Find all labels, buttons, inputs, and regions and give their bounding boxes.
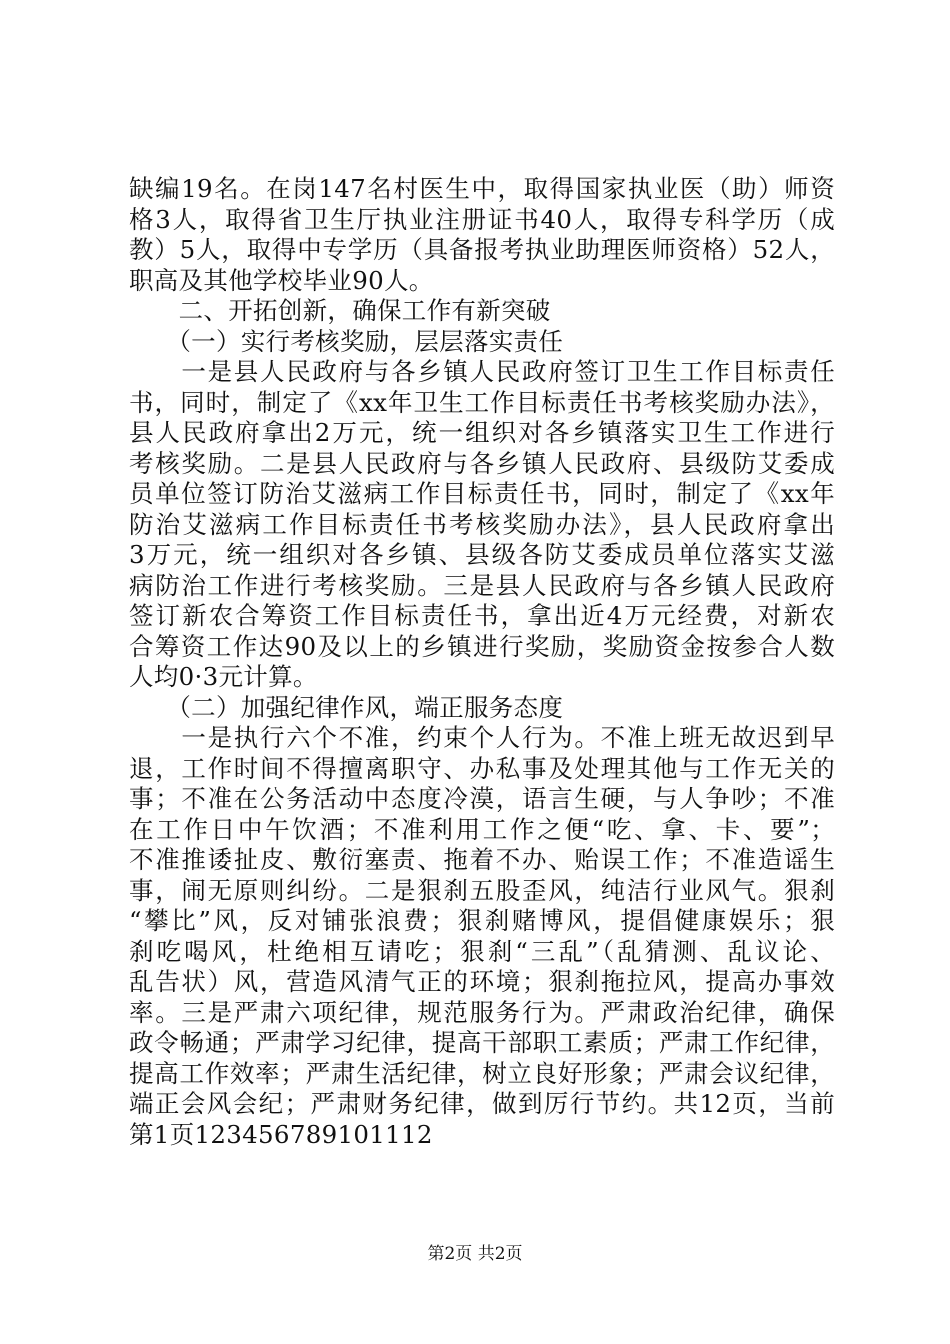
text-line: 格3人，取得省卫生厅执业注册证书40人，取得专科学历（成: [129, 204, 835, 234]
text-line: 防治艾滋病工作目标责任书考核奖励办法》，县人民政府拿出: [129, 509, 835, 539]
text-line: 二、开拓创新，确保工作有新突破: [129, 296, 551, 325]
text-line: 合筹资工作达90及以上的乡镇进行奖励，奖励资金按参合人数: [129, 631, 835, 661]
text-line: 职高及其他学校毕业90人。: [129, 265, 434, 295]
text-line: 考核奖励。二是县人民政府与各乡镇人民政府、县级防艾委成: [129, 448, 835, 478]
text-line: 一是执行六个不准，约束个人行为。不准上班无故迟到早: [129, 723, 835, 752]
text-line: 不准推诿扯皮、敷衍塞责、拖着不办、贻误工作；不准造谣生: [129, 845, 835, 874]
text-line: 政令畅通；严肃学习纪律，提高干部职工素质；严肃工作纪律，: [129, 1028, 835, 1057]
text-line: 一是县人民政府与各乡镇人民政府签订卫生工作目标责任: [129, 357, 835, 386]
text-line: 端正会风会纪；严肃财务纪律，做到厉行节约。共12页，当前: [129, 1089, 835, 1118]
text-line: 提高工作效率；严肃生活纪律，树立良好形象；严肃会议纪律，: [129, 1058, 835, 1088]
document-body: [129, 174, 835, 1150]
text-line: 事；不准在公务活动中态度冷漠，语言生硬，与人争吵；不准: [129, 784, 835, 813]
text-line: 事，闹无原则纠纷。二是狠刹五股歪风，纯洁行业风气。狠刹: [129, 875, 835, 905]
text-line: 乱告状）风，营造风清气正的环境；狠刹拖拉风，提高办事效: [129, 967, 835, 996]
text-line: 人均0·3元计算。: [129, 662, 318, 691]
text-line: 病防治工作进行考核奖励。三是县人民政府与各乡镇人民政府: [129, 570, 835, 600]
text-line: 刹吃喝风，杜绝相互请吃；狠刹“三乱”（乱猜测、乱议论、: [129, 936, 835, 966]
text-line: 县人民政府拿出2万元，统一组织对各乡镇落实卫生工作进行: [129, 418, 835, 447]
text-line: 3万元，统一组织对各乡镇、县级各防艾委成员单位落实艾滋: [129, 540, 835, 569]
text-line: （一）实行考核奖励，层层落实责任: [129, 326, 564, 356]
text-line: 教）5人，取得中专学历（具备报考执业助理医师资格）52人，: [129, 235, 835, 264]
text-line: 员单位签订防治艾滋病工作目标责任书，同时，制定了《xx年: [129, 479, 835, 508]
text-line: 缺编19名。在岗147名村医生中，取得国家执业医（助）师资: [129, 174, 835, 203]
text-line: 退，工作时间不得擅离职守、办私事及处理其他与工作无关的: [129, 753, 835, 783]
text-line: 签订新农合筹资工作目标责任书，拿出近4万元经费，对新农: [129, 601, 835, 630]
text-line: 第1页123456789101112: [129, 1119, 433, 1149]
text-line: （二）加强纪律作风，端正服务态度: [129, 692, 564, 722]
text-line: “攀比”风，反对铺张浪费；狠刹赌博风，提倡健康娱乐；狠: [129, 906, 835, 935]
text-line: 书，同时，制定了《xx年卫生工作目标责任书考核奖励办法》，: [129, 387, 835, 417]
page-footer: 第2页 共2页: [427, 1244, 523, 1264]
text-line: 率。三是严肃六项纪律，规范服务行为。严肃政治纪律，确保: [129, 997, 835, 1027]
text-line: 在工作日中午饮酒；不准利用工作之便“吃、拿、卡、要”；: [129, 814, 835, 844]
